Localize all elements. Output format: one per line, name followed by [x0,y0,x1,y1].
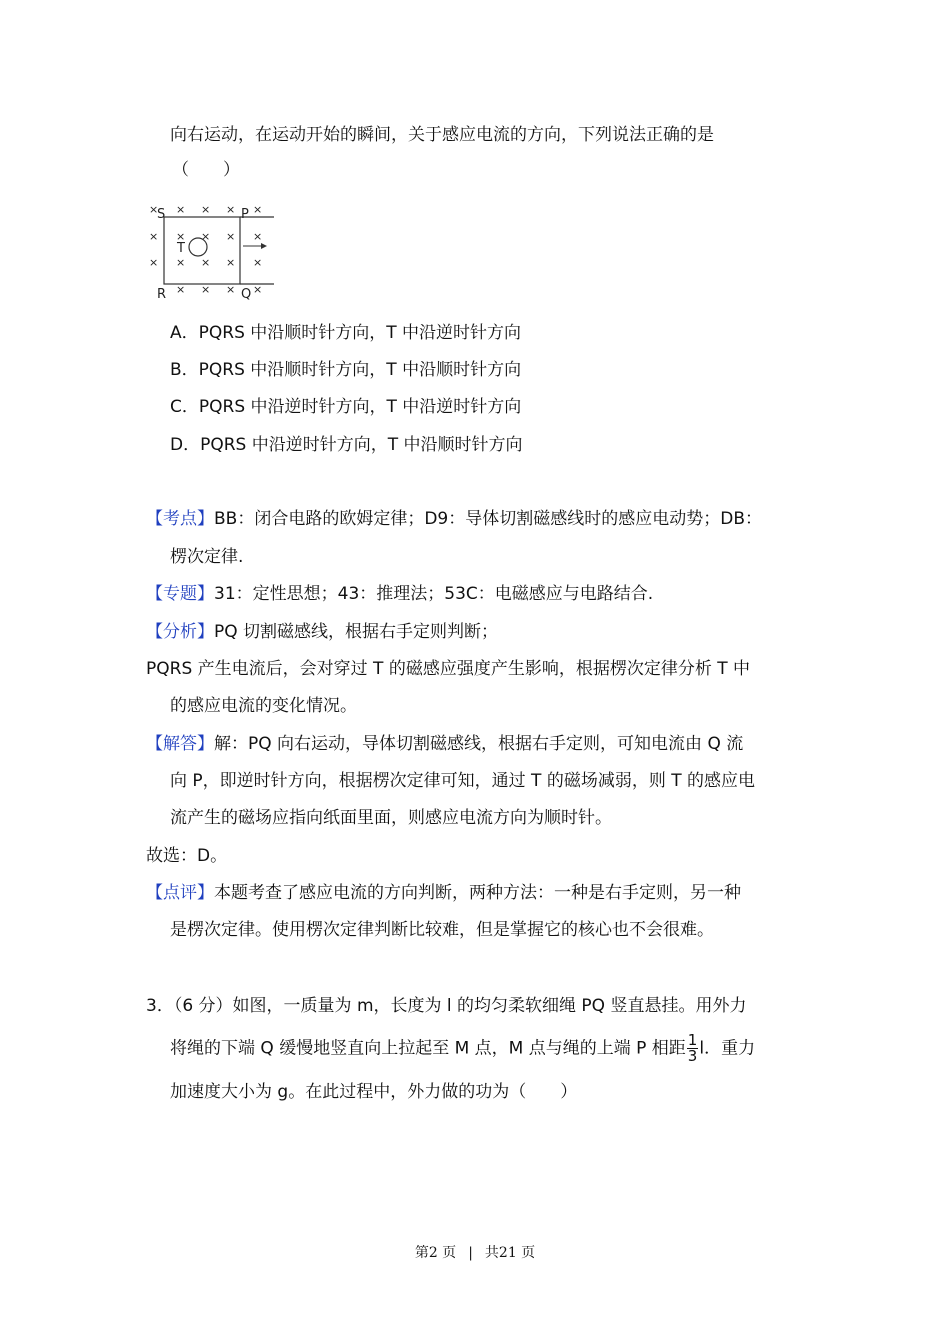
field-mark: × [149,256,159,269]
page-total: 共21 页 [484,1245,536,1261]
q3-line3: 加速度大小为 g。在此过程中，外力做的功为（ ） [170,1082,578,1102]
label-q: Q [241,287,252,300]
pqrs-loop [164,217,240,284]
zhuanti-text: 31：定性思想；43：推理法；53C：电磁感应与电路结合. [214,584,654,604]
label-t: T [177,241,185,256]
circuit-diagram [146,200,278,300]
field-mark: × [149,203,159,216]
field-mark: × [176,203,186,216]
jieda-text: 解：PQ 向右运动，导体切割磁感线，根据右手定则，可知电流由 Q 流 [214,734,744,754]
fenxi-text: PQ 切割磁感线，根据右手定则判断； [214,622,499,642]
field-mark: × [201,283,211,296]
option-d: D．PQRS 中沿逆时针方向，T 中沿顺时针方向 [170,435,523,455]
answer-line: 故选：D。 [146,846,228,866]
q3-line1: 3．（6 分）如图，一质量为 m，长度为 l 的均匀柔软细绳 PQ 竖直悬挂。用外力 [146,996,747,1016]
jieda-line1 [146,732,743,756]
label-r: R [157,287,167,300]
field-mark: × [253,230,263,243]
q3-line2-after: l．重力 [699,1038,756,1059]
field-mark: × [253,203,263,216]
q2-stem-line2: （ ） [172,160,240,180]
option-c: C．PQRS 中沿逆时针方向，T 中沿逆时针方向 [170,397,522,417]
fenxi-line1 [146,620,498,644]
fraction-one-third [687,1033,699,1064]
jieda-line2: 向 P，即逆时针方向，根据楞次定律可知，通过 T 的磁场减弱，则 T 的感应电 [170,771,756,791]
fraction-numerator: 1 [687,1031,698,1049]
field-mark: × [253,256,263,269]
field-mark: × [226,203,236,216]
label-s: S [157,207,166,222]
option-a: A．PQRS 中沿顺时针方向，T 中沿逆时针方向 [170,323,522,343]
field-mark: × [201,230,211,243]
velocity-arrowhead [261,243,267,249]
footer-separator: | [468,1245,473,1261]
label-p: P [241,207,249,222]
field-mark: × [176,256,186,269]
field-mark: × [226,256,236,269]
q2-stem-line1: 向右运动，在运动开始的瞬间，关于感应电流的方向，下列说法正确的是 [170,125,714,145]
kaodian-tag: 【考点】 [146,509,214,529]
zhuanti-tag: 【专题】 [146,584,214,604]
q3-line2 [170,1033,755,1064]
field-mark: × [226,230,236,243]
dianping-line2: 是楞次定律。使用楞次定律判断比较难，但是掌握它的核心也不会很难。 [170,920,714,940]
page-footer [0,1242,950,1262]
field-mark: × [201,203,211,216]
kaodian-line2: 楞次定律. [170,547,244,567]
kaodian-line1 [146,507,762,531]
dianping-line1 [146,881,741,905]
fenxi-line3: 的感应电流的变化情况。 [170,696,357,716]
fenxi-tag: 【分析】 [146,622,214,642]
field-mark: × [176,283,186,296]
jieda-tag: 【解答】 [146,734,214,754]
field-mark: × [226,283,236,296]
kaodian-text: BB：闭合电路的欧姆定律；D9：导体切割磁感线时的感应电动势；DB： [214,509,762,529]
fenxi-line2: PQRS 产生电流后，会对穿过 T 的磁感应强度产生影响，根据楞次定律分析 T 中 [146,659,751,679]
field-mark: × [201,256,211,269]
jieda-line3: 流产生的磁场应指向纸面里面，则感应电流方向为顺时针。 [170,808,612,828]
fraction-denominator: 3 [687,1047,698,1065]
q3-line2-before: 将绳的下端 Q 缓慢地竖直向上拉起至 M 点，M 点与绳的上端 P 相距 [170,1038,686,1059]
field-mark: × [253,283,263,296]
option-b: B．PQRS 中沿顺时针方向，T 中沿顺时针方向 [170,360,522,380]
dianping-text: 本题考查了感应电流的方向判断，两种方法：一种是右手定则，另一种 [214,883,741,903]
dianping-tag: 【点评】 [146,883,214,903]
page-number: 第2 页 [414,1245,457,1261]
field-mark: × [176,230,186,243]
zhuanti-line [146,582,653,606]
field-mark: × [149,230,159,243]
